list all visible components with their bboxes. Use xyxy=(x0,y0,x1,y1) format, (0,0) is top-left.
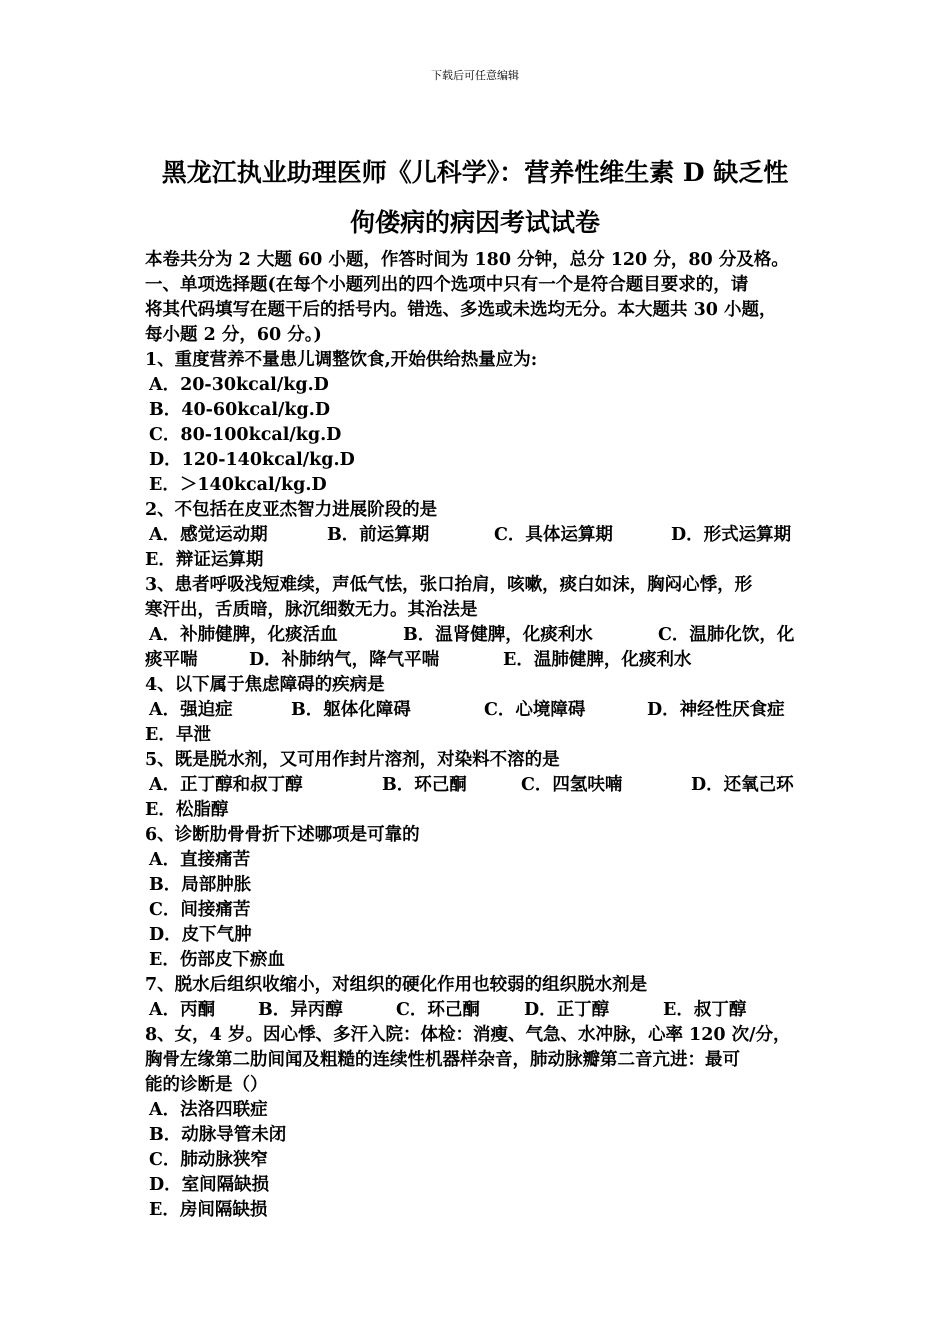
question-1-option-a: A．20-30kcal/kg.D xyxy=(149,375,329,395)
question-1-option-d: D．120-140kcal/kg.D xyxy=(149,450,355,470)
question-3-options-row-2 xyxy=(145,648,817,673)
question-8-option-c: C．肺动脉狭窄 xyxy=(149,1150,268,1170)
question-4-options-row xyxy=(145,698,817,723)
question-3-stem-line-2: 寒汗出，舌质暗，脉沉细数无力。其治法是 xyxy=(145,600,478,620)
question-1-option-e: E．＞140kcal/kg.D xyxy=(149,475,327,495)
question-3-options-row-1 xyxy=(145,623,817,648)
section-heading-line-3: 每小题 2 分，60 分。) xyxy=(145,325,322,345)
question-1-option-b: B．40-60kcal/kg.D xyxy=(149,400,331,420)
question-5-option-e: E．松脂醇 xyxy=(145,800,229,820)
question-1-stem: 1、重度营养不量患儿调整饮食,开始供给热量应为: xyxy=(145,350,538,370)
question-5-option-c: C．四氢呋喃 xyxy=(521,775,623,795)
question-4-option-e: E．早泄 xyxy=(145,725,211,745)
question-1-option-c: C．80-100kcal/kg.D xyxy=(149,425,342,445)
question-4-option-a: A．强迫症 xyxy=(149,700,233,720)
document-body xyxy=(145,248,817,1223)
question-3-option-a: A．补肺健脾，化痰活血 xyxy=(149,625,338,645)
question-2-stem: 2、不包括在皮亚杰智力进展阶段的是 xyxy=(145,500,438,520)
question-5-option-a: A．正丁醇和叔丁醇 xyxy=(149,775,303,795)
question-4-stem: 4、以下属于焦虑障碍的疾病是 xyxy=(145,675,385,695)
question-8-stem-line-3: 能的诊断是（） xyxy=(145,1075,268,1095)
question-6-option-c: C．间接痛苦 xyxy=(149,900,251,920)
exam-summary: 本卷共分为 2 大题 60 小题，作答时间为 180 分钟，总分 120 分，80 分及格。 xyxy=(145,250,789,270)
question-7-option-d: D．正丁醇 xyxy=(524,1000,610,1020)
question-8-option-d: D．室间隔缺损 xyxy=(149,1175,270,1195)
question-5-stem: 5、既是脱水剂，又可用作封片溶剂，对染料不溶的是 xyxy=(145,750,560,770)
section-heading-line-1: 一、单项选择题(在每个小题列出的四个选项中只有一个是符合题目要求的，请 xyxy=(145,275,749,295)
question-8-option-b: B．动脉导管未闭 xyxy=(149,1125,287,1145)
question-6-stem: 6、诊断肋骨骨折下述哪项是可靠的 xyxy=(145,825,420,845)
page-header-note: 下载后可任意编辑 xyxy=(431,69,519,82)
question-4-option-c: C．心境障碍 xyxy=(484,700,586,720)
question-3-option-c-continued: 痰平喘 xyxy=(145,650,198,670)
question-2-option-a: A．感觉运动期 xyxy=(149,525,268,545)
question-7-option-c: C．环己酮 xyxy=(396,1000,480,1020)
question-2-option-d: D．形式运算期 xyxy=(671,525,792,545)
question-6-option-d: D．皮下气肿 xyxy=(149,925,252,945)
question-8-option-e: E．房间隔缺损 xyxy=(149,1200,268,1220)
question-4-option-b: B．躯体化障碍 xyxy=(291,700,411,720)
question-5-options-row xyxy=(145,773,817,798)
question-2-option-e: E．辩证运算期 xyxy=(145,550,264,570)
question-5-option-d: D．还氧己环 xyxy=(691,775,794,795)
question-6-option-b: B．局部肿胀 xyxy=(149,875,252,895)
question-2-option-b: B．前运算期 xyxy=(327,525,430,545)
question-8-stem-line-1: 8、女，4 岁。因心悸、多汗入院：体检：消瘦、气急、水冲脉，心率 120 次/分， xyxy=(145,1025,791,1045)
question-3-option-d: D．补肺纳气，降气平喘 xyxy=(249,650,440,670)
question-8-option-a: A．法洛四联症 xyxy=(149,1100,268,1120)
question-8-stem-line-2: 胸骨左缘第二肋间闻及粗糙的连续性机器样杂音，肺动脉瓣第二音亢进：最可 xyxy=(145,1050,740,1070)
question-7-option-b: B．异丙醇 xyxy=(258,1000,343,1020)
question-2-option-c: C．具体运算期 xyxy=(494,525,613,545)
question-3-stem-line-1: 3、患者呼吸浅短难续，声低气怯，张口抬肩，咳嗽，痰白如沫，胸闷心悸，形 xyxy=(145,575,753,595)
question-7-option-a: A．丙酮 xyxy=(149,1000,216,1020)
document-title-line-2: 佝偻病的病因考试试卷 xyxy=(349,208,600,237)
question-7-option-e: E．叔丁醇 xyxy=(663,1000,747,1020)
section-heading-line-2: 将其代码填写在题干后的括号内。错选、多选或未选均无分。本大题共 30 小题， xyxy=(145,300,777,320)
document-title-line-1: 黑龙江执业助理医师《儿科学》：营养性维生素 D 缺乏性 xyxy=(161,158,789,187)
question-3-option-c: C．温肺化饮，化 xyxy=(658,625,795,645)
question-2-options-row xyxy=(145,523,817,548)
question-5-option-b: B．环己酮 xyxy=(382,775,467,795)
question-7-options-row xyxy=(145,998,817,1023)
question-6-option-a: A．直接痛苦 xyxy=(149,850,251,870)
question-6-option-e: E．伤部皮下瘀血 xyxy=(149,950,285,970)
question-3-option-b: B．温肾健脾，化痰利水 xyxy=(403,625,593,645)
question-3-option-e: E．温肺健脾，化痰利水 xyxy=(503,650,692,670)
question-4-option-d: D．神经性厌食症 xyxy=(647,700,785,720)
question-7-stem: 7、脱水后组织收缩小，对组织的硬化作用也较弱的组织脱水剂是 xyxy=(145,975,648,995)
